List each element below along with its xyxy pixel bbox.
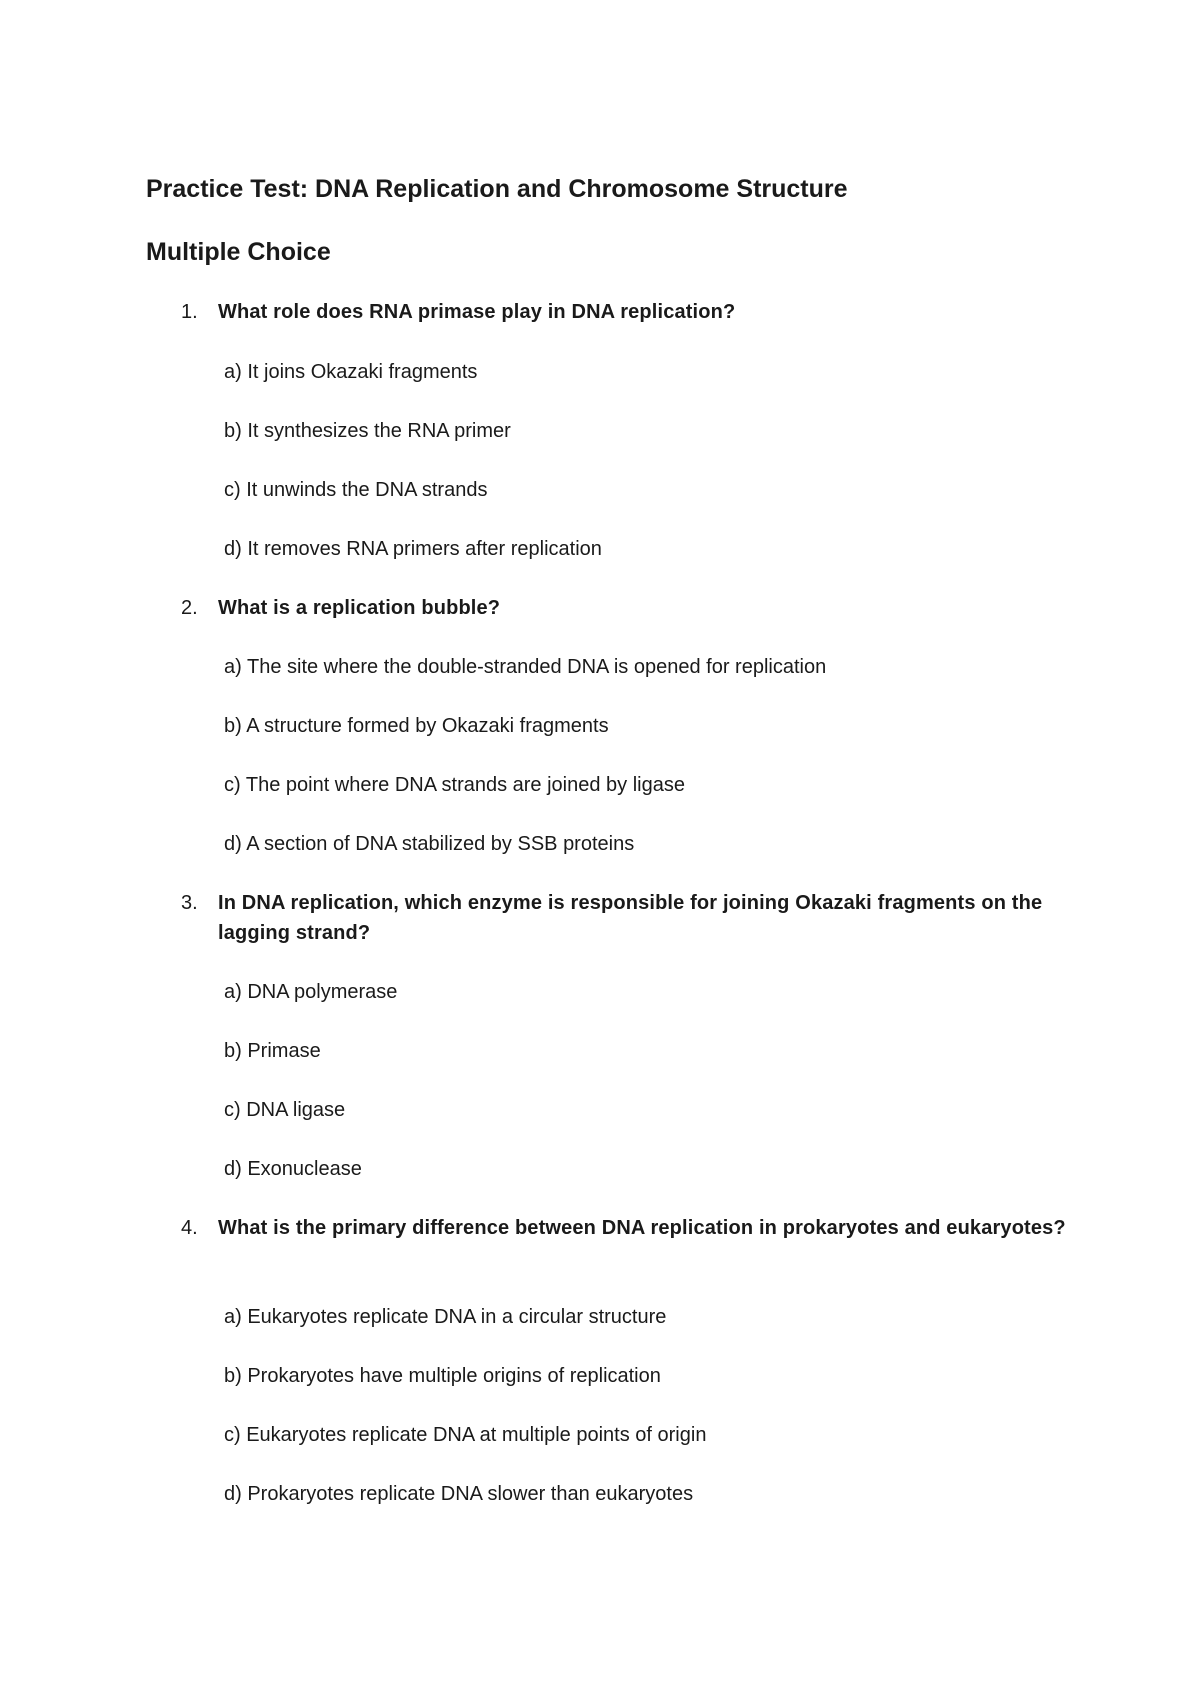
answer-option: c) Eukaryotes replicate DNA at multiple points of origin (224, 1424, 707, 1446)
question-text: What is a replication bubble? (218, 597, 501, 619)
answer-option: a) Eukaryotes replicate DNA in a circular structure (224, 1306, 667, 1328)
answer-option: c) It unwinds the DNA strands (224, 479, 488, 501)
question-text: What is the primary difference between DNA replication in prokaryotes and eukaryotes? (218, 1217, 1066, 1239)
answer-option: a) DNA polymerase (224, 981, 398, 1003)
answer-option: d) Prokaryotes replicate DNA slower than eukaryotes (224, 1483, 694, 1505)
answer-option: a) The site where the double-stranded DNA is opened for replication (224, 656, 827, 678)
answer-option: c) DNA ligase (224, 1099, 346, 1121)
question-number: 2. (181, 597, 198, 619)
question-number: 1. (181, 301, 198, 323)
section-heading: Multiple Choice (146, 238, 331, 266)
answer-option: b) A structure formed by Okazaki fragments (224, 715, 609, 737)
answer-option: c) The point where DNA strands are joined by ligase (224, 774, 685, 796)
question-number: 3. (181, 892, 198, 914)
answer-option: b) It synthesizes the RNA primer (224, 420, 511, 442)
answer-option: d) Exonuclease (224, 1158, 362, 1180)
question-number: 4. (181, 1217, 198, 1239)
answer-option: a) It joins Okazaki fragments (224, 361, 478, 383)
question-text: What role does RNA primase play in DNA replication? (218, 301, 736, 323)
question-text: In DNA replication, which enzyme is responsible for joining Okazaki fragments on the lagging strand? (218, 892, 1043, 944)
document-title: Practice Test: DNA Replication and Chromosome Structure (146, 175, 848, 203)
answer-option: b) Primase (224, 1040, 321, 1062)
answer-option: d) A section of DNA stabilized by SSB proteins (224, 833, 635, 855)
answer-option: b) Prokaryotes have multiple origins of replication (224, 1365, 661, 1387)
answer-option: d) It removes RNA primers after replication (224, 538, 602, 560)
